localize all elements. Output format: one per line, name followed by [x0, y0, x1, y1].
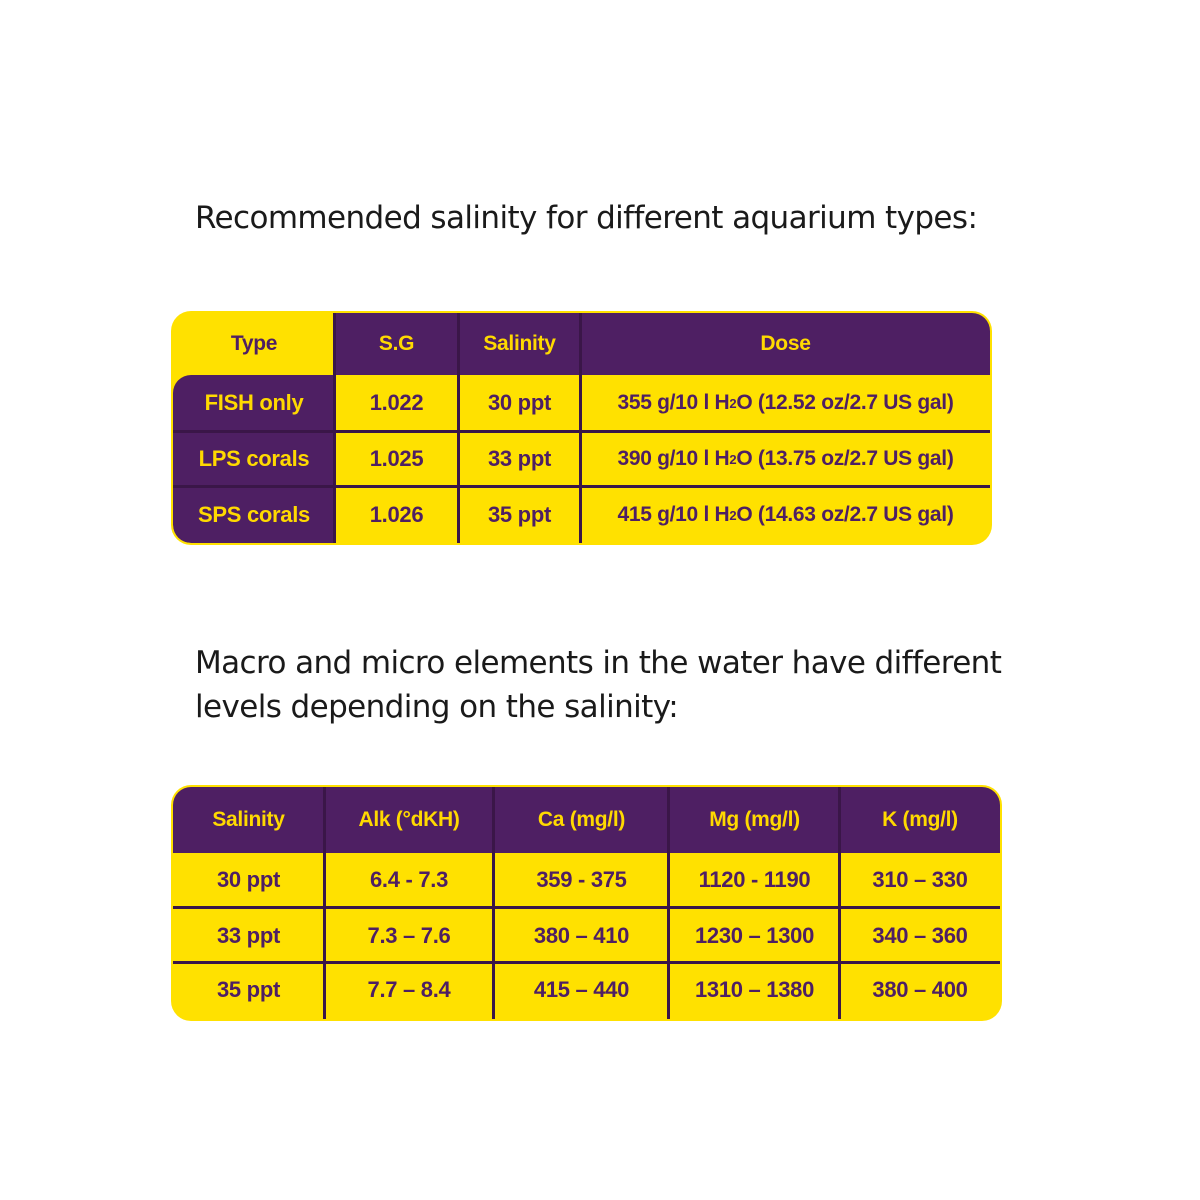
row-sg: 1.022 — [369, 390, 424, 415]
elements-table — [173, 787, 1000, 1019]
header-dose: Dose — [581, 313, 990, 375]
row-dose: 355 g/10 l H 2 O (12.52 oz/2.7 US gal) — [617, 391, 954, 414]
header-k: K (mg/l) — [840, 787, 1000, 853]
row-dose: 390 g/10 l H 2 O (13.75 oz/2.7 US gal) — [617, 447, 954, 470]
column-divider — [492, 787, 495, 1019]
row-salinity: 33 ppt — [217, 923, 280, 948]
row-k: 380 – 400 — [872, 977, 968, 1002]
row-k: 340 – 360 — [872, 923, 968, 948]
row-sg: 1.025 — [369, 446, 424, 471]
header-type: Type — [173, 313, 335, 375]
column-divider — [323, 787, 326, 1019]
row-divider — [173, 906, 1000, 909]
row-mg: 1120 - 1190 — [698, 867, 811, 892]
row-k: 310 – 330 — [872, 867, 968, 892]
header-ca: Ca (mg/l) — [494, 787, 669, 853]
header-salinity: Salinity — [458, 313, 581, 375]
row-mg: 1310 – 1380 — [694, 977, 815, 1002]
header-salinity: Salinity — [173, 787, 324, 853]
row-salinity: 35 ppt — [488, 502, 551, 527]
row-type-label: FISH only — [173, 375, 335, 431]
row-alk: 6.4 - 7.3 — [369, 867, 449, 892]
column-divider — [579, 313, 582, 543]
row-alk: 7.3 – 7.6 — [367, 923, 451, 948]
salinity-table — [173, 313, 990, 543]
salinity-heading: Recommended salinity for different aquarium types: — [195, 200, 978, 236]
row-mg: 1230 – 1300 — [694, 923, 815, 948]
row-ca: 359 - 375 — [536, 867, 627, 892]
row-divider — [173, 430, 990, 433]
header-alk: Alk (°dKH) — [324, 787, 494, 853]
row-divider — [173, 961, 1000, 964]
row-salinity: 30 ppt — [488, 390, 551, 415]
column-divider — [838, 787, 841, 1019]
row-dose: 415 g/10 l H 2 O (14.63 oz/2.7 US gal) — [617, 503, 954, 526]
row-alk: 7.7 – 8.4 — [367, 977, 451, 1002]
row-salinity: 35 ppt — [217, 977, 280, 1002]
row-ca: 380 – 410 — [533, 923, 630, 948]
header-mg: Mg (mg/l) — [669, 787, 840, 853]
row-ca: 415 – 440 — [533, 977, 630, 1002]
row-type-label: LPS corals — [173, 431, 335, 487]
column-divider — [667, 787, 670, 1019]
row-salinity: 33 ppt — [488, 446, 551, 471]
header-sg: S.G — [335, 313, 458, 375]
column-divider — [333, 313, 336, 543]
row-divider — [173, 485, 990, 488]
row-sg: 1.026 — [369, 502, 424, 527]
row-type-label: SPS corals — [173, 487, 335, 543]
elements-heading: Macro and micro elements in the water have different levels depending on the salinity: — [195, 645, 1002, 725]
column-divider — [457, 313, 460, 543]
row-salinity: 30 ppt — [217, 867, 280, 892]
